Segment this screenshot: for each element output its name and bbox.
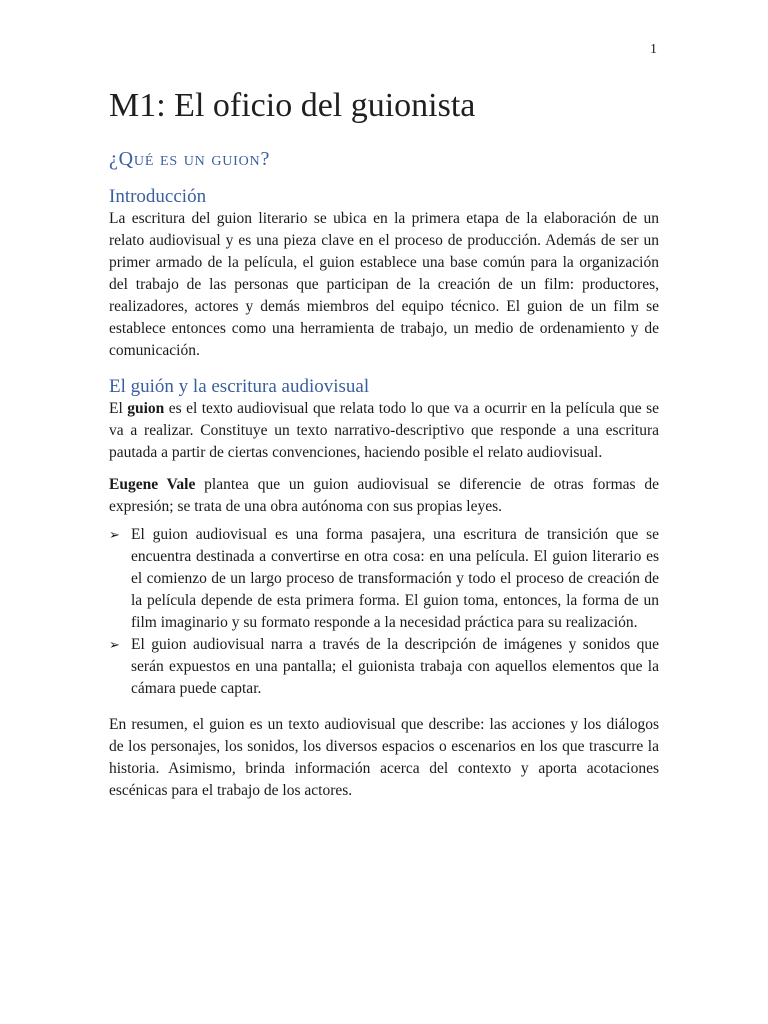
arrow-bullet-icon: ➢	[109, 637, 120, 652]
document-body	[109, 84, 659, 802]
introduction-paragraph: La escritura del guion literario se ubica en la primera etapa de la elaboración de un relato audiovisual y es una pieza clave en el proceso de producción. Además de ser un primer armado de la película, el guion establece una base común para la organización del trabajo de las personas que participan de la creación de un film: productores, realizadores, actores y demás miembros del equipo técnico. El guion de un film se establece entonces como una herramienta de trabajo, un medio de ordenamiento y de comunicación.	[109, 210, 659, 359]
guion-definition-rest: es el texto audiovisual que relata todo lo que va a ocurrir en la película que se va a realizar. Constituye un texto narrativo-descriptivo que responde a una escritura pautada a partir de ciertas convenciones, haciendo posible el relato audiovisual.	[109, 400, 659, 461]
audiovisual-heading: El guión y la escritura audiovisual	[109, 376, 370, 397]
introduction-heading: Introducción	[109, 186, 207, 207]
page-number: 1	[650, 42, 657, 57]
bullet-list	[109, 524, 659, 700]
list-item	[109, 634, 659, 700]
guion-definition-start: El	[109, 400, 128, 417]
section-heading: ¿Qué es un guion?	[109, 148, 271, 170]
vale-paragraph-rest: plantea que un guion audiovisual se diferencie de otras formas de expresión; se trata de una obra autónoma con sus propias leyes.	[109, 476, 660, 515]
vale-paragraph	[109, 474, 659, 518]
arrow-bullet-icon: ➢	[109, 527, 120, 542]
document-title: M1: El oficio del guionista	[109, 87, 476, 124]
list-item-text: El guion audiovisual es una forma pasajera, una escritura de transición que se encuentra destinada a convertirse en otra cosa: en una película. El guion literario es el comienzo de un largo proceso de transformación y todo el proceso de creación de la película depende de esta primera forma. El guion toma, entonces, la forma de un film imaginario y su formato responde a la necesidad práctica para su realización.	[131, 526, 659, 631]
list-item	[109, 524, 659, 634]
vale-name: Eugene Vale	[109, 476, 196, 493]
guion-term: guion	[127, 400, 165, 417]
summary-paragraph: En resumen, el guion es un texto audiovisual que describe: las acciones y los diálogos de los personajes, los sonidos, los diversos espacios o escenarios en los que trascurre la historia. Asimismo, brinda información acerca del contexto y aporta acotaciones escénicas para el trabajo de los actores.	[109, 716, 659, 799]
guion-definition-paragraph	[109, 398, 659, 464]
list-item-text: El guion audiovisual narra a través de la descripción de imágenes y sonidos que serán expuestos en una pantalla; el guionista trabaja con aquellos elementos que la cámara puede captar.	[131, 636, 659, 697]
